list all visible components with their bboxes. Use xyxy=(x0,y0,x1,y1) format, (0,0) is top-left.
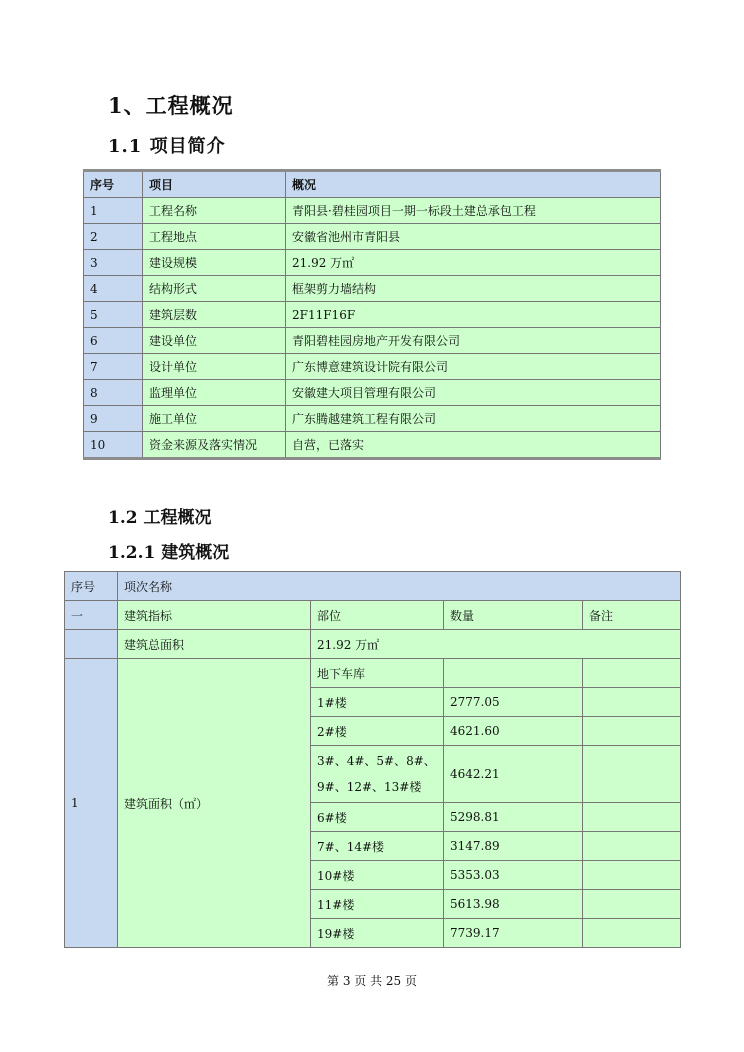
table-header-row xyxy=(65,572,681,601)
table-row xyxy=(84,198,661,224)
col-qty: 数量 xyxy=(444,601,583,630)
note-cell xyxy=(583,861,681,890)
header-overview: 概况 xyxy=(286,171,661,198)
row-value: 21.92 万㎡ xyxy=(286,250,661,276)
row-value: 安徽省池州市青阳县 xyxy=(286,224,661,250)
row-value: 框架剪力墙结构 xyxy=(286,276,661,302)
subsection-heading: 1.1 项目简介 xyxy=(108,136,226,157)
qty-cell: 5298.81 xyxy=(444,803,583,832)
table-row xyxy=(84,224,661,250)
col-index: 建筑指标 xyxy=(118,601,311,630)
row-no: 10 xyxy=(84,432,143,459)
empty-cell xyxy=(65,630,118,659)
table-row xyxy=(84,432,661,459)
row-value: 青阳县·碧桂园项目一期一标段土建总承包工程 xyxy=(286,198,661,224)
qty-cell: 5613.98 xyxy=(444,890,583,919)
qty-cell: 3147.89 xyxy=(444,832,583,861)
part-cell: 10#楼 xyxy=(311,861,444,890)
row-no: 9 xyxy=(84,406,143,432)
row-no: 3 xyxy=(84,250,143,276)
row-item: 监理单位 xyxy=(143,380,286,406)
section-heading: 1、工程概况 xyxy=(108,93,234,118)
qty-cell xyxy=(444,659,583,688)
part-cell: 11#楼 xyxy=(311,890,444,919)
part-cell: 6#楼 xyxy=(311,803,444,832)
table-row xyxy=(84,328,661,354)
col-part: 部位 xyxy=(311,601,444,630)
row-item: 施工单位 xyxy=(143,406,286,432)
row-value: 广东腾越建筑工程有限公司 xyxy=(286,406,661,432)
qty-cell: 5353.03 xyxy=(444,861,583,890)
table-row xyxy=(84,302,661,328)
row-value: 安徽建大项目管理有限公司 xyxy=(286,380,661,406)
part-cell: 19#楼 xyxy=(311,919,444,948)
part-cell: 7#、14#楼 xyxy=(311,832,444,861)
part-cell: 3#、4#、5#、8#、9#、12#、13#楼 xyxy=(311,746,444,803)
table-row xyxy=(84,354,661,380)
row-no: 5 xyxy=(84,302,143,328)
note-cell xyxy=(583,688,681,717)
project-overview-table xyxy=(83,169,661,460)
row-item: 资金来源及落实情况 xyxy=(143,432,286,459)
row-item: 设计单位 xyxy=(143,354,286,380)
note-cell xyxy=(583,890,681,919)
table-row xyxy=(84,276,661,302)
table-row xyxy=(65,601,681,630)
note-cell xyxy=(583,717,681,746)
part-cell: 地下车库 xyxy=(311,659,444,688)
table-row xyxy=(65,659,681,688)
row-item: 结构形式 xyxy=(143,276,286,302)
qty-cell: 4621.60 xyxy=(444,717,583,746)
section-no: 一 xyxy=(65,601,118,630)
header-name: 项次名称 xyxy=(118,572,681,601)
col-note: 备注 xyxy=(583,601,681,630)
table-row xyxy=(84,380,661,406)
table-row xyxy=(84,250,661,276)
row-item: 工程地点 xyxy=(143,224,286,250)
building-overview-table xyxy=(64,571,681,948)
note-cell xyxy=(583,659,681,688)
row-value: 2F11F16F xyxy=(286,302,661,328)
item-no: 1 xyxy=(65,659,118,948)
row-value: 广东博意建筑设计院有限公司 xyxy=(286,354,661,380)
row-item: 建设规模 xyxy=(143,250,286,276)
note-cell xyxy=(583,803,681,832)
row-item: 工程名称 xyxy=(143,198,286,224)
header-no: 序号 xyxy=(84,171,143,198)
note-cell xyxy=(583,832,681,861)
table-row xyxy=(84,406,661,432)
item-label: 建筑面积（㎡） xyxy=(118,659,311,948)
qty-cell: 7739.17 xyxy=(444,919,583,948)
row-no: 2 xyxy=(84,224,143,250)
note-cell xyxy=(583,746,681,803)
row-no: 1 xyxy=(84,198,143,224)
page-footer: 第 3 页 共 25 页 xyxy=(327,974,417,988)
row-value: 自营，已落实 xyxy=(286,432,661,459)
total-value: 21.92 万㎡ xyxy=(311,630,681,659)
header-item: 项目 xyxy=(143,171,286,198)
table-row xyxy=(65,630,681,659)
row-item: 建设单位 xyxy=(143,328,286,354)
subsubsection-heading: 1.2.1 建筑概况 xyxy=(108,543,230,563)
header-no: 序号 xyxy=(65,572,118,601)
row-no: 6 xyxy=(84,328,143,354)
table-header-row xyxy=(84,171,661,198)
row-no: 4 xyxy=(84,276,143,302)
row-no: 7 xyxy=(84,354,143,380)
row-no: 8 xyxy=(84,380,143,406)
total-label: 建筑总面积 xyxy=(118,630,311,659)
part-cell: 2#楼 xyxy=(311,717,444,746)
note-cell xyxy=(583,919,681,948)
qty-cell: 2777.05 xyxy=(444,688,583,717)
qty-cell: 4642.21 xyxy=(444,746,583,803)
row-value: 青阳碧桂园房地产开发有限公司 xyxy=(286,328,661,354)
subsection-heading-2: 1.2 工程概况 xyxy=(108,508,212,528)
part-cell: 1#楼 xyxy=(311,688,444,717)
row-item: 建筑层数 xyxy=(143,302,286,328)
